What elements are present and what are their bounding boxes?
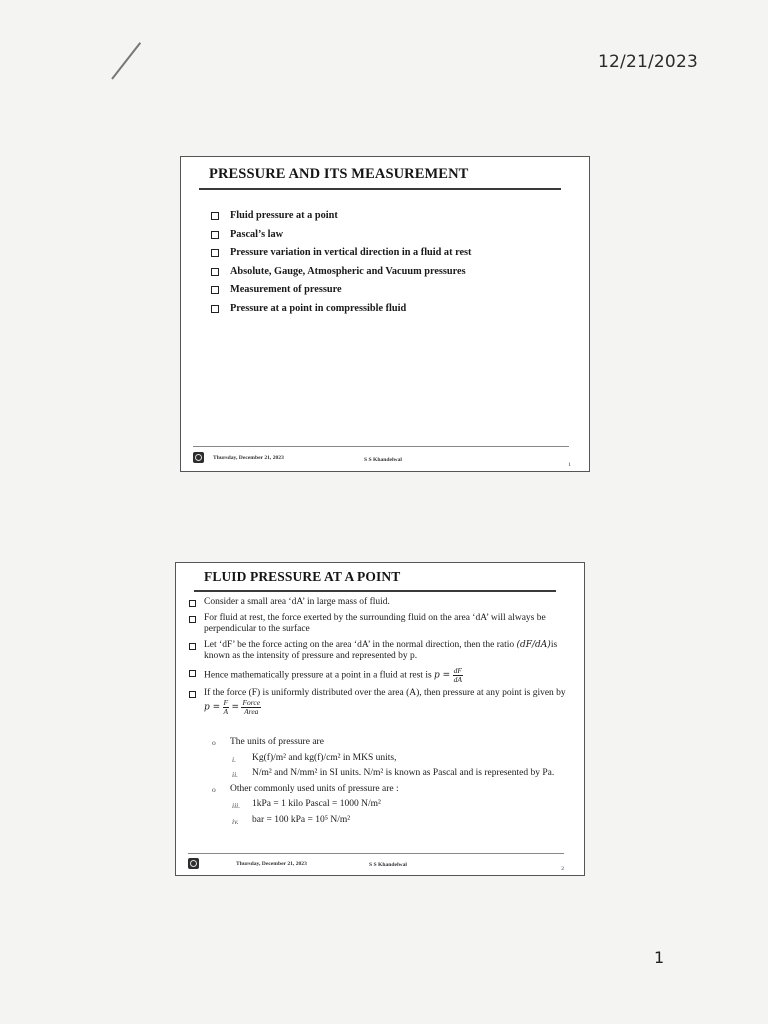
math-expression: =	[231, 702, 240, 713]
content-text: The units of pressure are	[230, 737, 324, 747]
slide-1	[180, 156, 590, 472]
slide-number: 1	[568, 462, 571, 468]
agenda-item	[211, 244, 471, 263]
agenda-item	[211, 281, 471, 300]
checkbox-bullet-icon	[211, 305, 219, 313]
content-text: Consider a small area ‘dA’ in large mass of fluid.	[204, 597, 390, 607]
content-text: Kg(f)/m² and kg(f)/cm² in MKS units,	[252, 752, 397, 763]
checkbox-bullet-icon	[189, 616, 196, 623]
title-rule	[194, 590, 556, 592]
unit-item	[186, 753, 576, 765]
footer-rule	[188, 853, 564, 854]
checkbox-bullet-icon	[211, 286, 219, 294]
content-text: Hence mathematically pressure at a point in a fluid at rest is	[204, 670, 432, 681]
agenda-item-text: Pressure at a point in compressible fluid	[230, 302, 407, 314]
list-marker: iii.	[232, 801, 241, 810]
circle-bullet-icon: o	[212, 784, 216, 794]
units-heading	[186, 737, 576, 749]
other-units-heading	[186, 784, 576, 796]
agenda-item	[211, 263, 471, 282]
checkbox-bullet-icon	[189, 691, 196, 698]
page-number: 1	[654, 948, 665, 967]
slide-title: FLUID PRESSURE AT A POINT	[204, 569, 401, 584]
checkbox-bullet-icon	[189, 670, 196, 677]
agenda-item-text: Absolute, Gauge, Atmospheric and Vacuum pressures	[230, 265, 466, 277]
agenda-list	[211, 207, 471, 318]
footer-date: Thursday, December 21, 2023	[236, 861, 307, 867]
scan-date: 12/21/2023	[598, 52, 698, 72]
content-text: N/m² and N/mm² in SI units. N/m² is known as Pascal and is represented by Pa.	[252, 768, 555, 778]
units-section	[186, 737, 576, 830]
agenda-item-text: Fluid pressure at a point	[230, 210, 338, 221]
footer-rule	[193, 446, 569, 447]
agenda-item	[211, 207, 471, 226]
circle-bullet-icon: o	[212, 738, 216, 747]
logo-icon	[193, 452, 204, 463]
checkbox-bullet-icon	[211, 268, 219, 276]
math-expression: (dF/dA)	[516, 639, 551, 650]
content-text: For fluid at rest, the force exerted by the surrounding fluid on the area ‘dA’ will always be perpendicular to the surface	[204, 612, 546, 634]
content-text: If the force (F) is uniformly distributed over the area (A), then pressure at any point is given by	[204, 687, 566, 698]
agenda-item-text: Pressure variation in vertical direction in a fluid at rest	[230, 247, 472, 258]
title-rule	[199, 188, 561, 190]
checkbox-bullet-icon	[189, 643, 196, 650]
slide-2	[175, 562, 585, 876]
fraction	[453, 667, 463, 684]
agenda-item-text: Measurement of pressure	[230, 284, 342, 295]
content-list	[186, 597, 572, 720]
checkbox-bullet-icon	[211, 231, 219, 239]
checkbox-bullet-icon	[211, 249, 219, 257]
checkbox-bullet-icon	[211, 212, 219, 220]
list-marker: i.	[232, 754, 236, 764]
unit-item	[186, 799, 576, 811]
logo-icon	[188, 858, 199, 869]
fraction-denominator: Area	[244, 707, 259, 716]
pen-mark	[111, 42, 141, 79]
fraction-numerator: Force	[242, 698, 261, 707]
slide-title: PRESSURE AND ITS MEASUREMENT	[209, 166, 469, 182]
content-item	[186, 613, 572, 636]
content-text: bar = 100 kPa = 10⁵ N/m²	[252, 814, 351, 825]
content-text: is known as the intensity of pressure and represented by p.	[204, 639, 558, 661]
footer-date: Thursday, December 21, 2023	[213, 455, 284, 461]
fraction-numerator: F	[223, 698, 229, 707]
agenda-item	[211, 226, 471, 245]
content-item	[186, 667, 572, 684]
list-marker: ii.	[232, 770, 239, 779]
agenda-item	[211, 300, 471, 319]
agenda-item-text: Pascal’s law	[230, 228, 284, 240]
footer-author: S S Khandelwal	[369, 862, 407, 868]
list-marker: iv.	[232, 816, 239, 826]
math-expression: p =	[434, 670, 451, 681]
footer-author: S S Khandelwal	[364, 457, 402, 463]
content-item	[186, 597, 572, 609]
fraction-numerator: dF	[453, 665, 462, 675]
fraction-denominator: dA	[453, 674, 462, 684]
checkbox-bullet-icon	[189, 600, 196, 607]
content-text: 1kPa = 1 kilo Pascal = 1000 N/m²	[252, 799, 381, 809]
content-text: Other commonly used units of pressure are :	[230, 783, 399, 794]
fraction	[241, 699, 261, 716]
content-text: Let ‘dF’ be the force acting on the area ‘dA’ in the normal direction, then the ratio	[204, 639, 515, 650]
math-expression: p =	[204, 702, 221, 713]
content-item	[186, 640, 572, 663]
fraction	[223, 699, 230, 716]
slide-number: 2	[561, 866, 564, 872]
unit-item	[186, 768, 576, 780]
unit-item	[186, 815, 576, 827]
content-item	[186, 688, 572, 717]
fraction-denominator: A	[223, 707, 229, 716]
